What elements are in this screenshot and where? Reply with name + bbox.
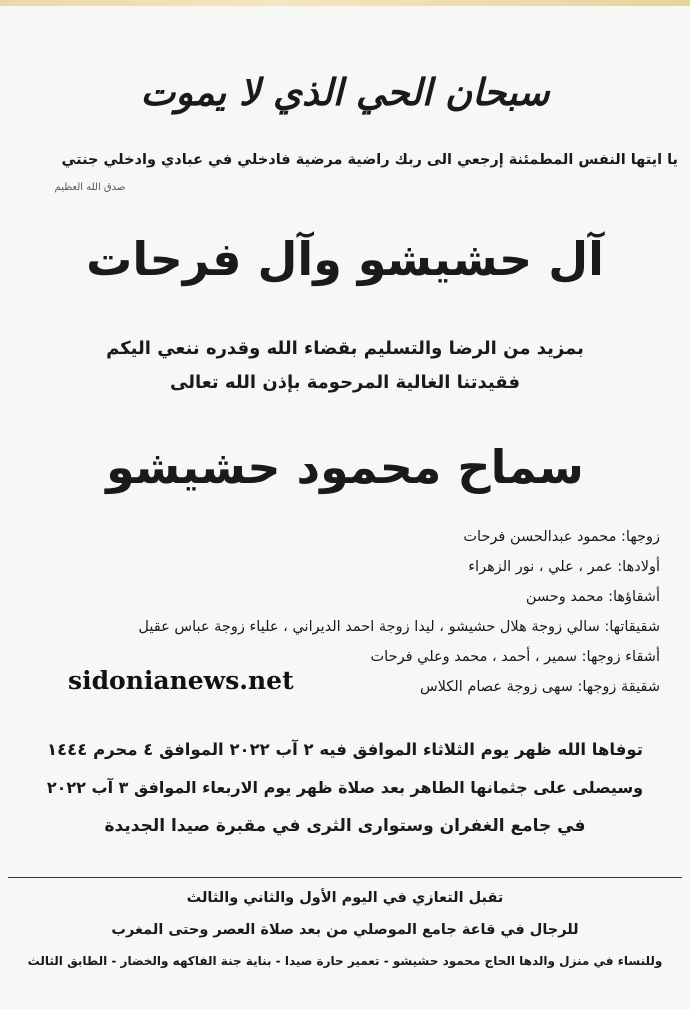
death-date-line: توفاها الله ظهر يوم الثلاثاء الموافق فيه ٢ آب ٢٠٢٢ الموافق ٤ محرم ١٤٤٤ [47, 740, 643, 759]
burial-line: في جامع الغفران وستوارى الثرى في مقبرة صيدا الجديدة [104, 816, 586, 836]
family-names: آل حشيشو وآل فرحات [86, 232, 604, 286]
funeral-prayer-line: وسيصلى على جثمانها الطاهر بعد صلاة ظهر يوم الاربعاء الموافق ٣ آب ٢٠٢٢ [46, 778, 644, 797]
intro-line-1: بمزيد من الرضا والتسليم بقضاء الله وقدره ننعي اليكم [106, 338, 584, 359]
relative-sisters: شقيقاتها: سالي زوجة هلال حشيشو ، ليدا زوجة احمد الديراني ، علياء زوجة عباس عقيل [138, 619, 660, 635]
condolence-men: للرجال في قاعة جامع الموصلي من بعد صلاة العصر وحتى المغرب [111, 922, 579, 938]
condolence-days: تقبل التعازي في اليوم الأول والثاني والثالث [186, 890, 504, 906]
verse-attribution: صدق الله العظيم [54, 182, 126, 193]
relative-children: أولادها: عمر ، علي ، نور الزهراء [468, 559, 660, 575]
section-divider [8, 877, 682, 878]
quran-verse: يا ايتها النفس المطمئنة إرجعي الى ربك راضية مرضية فادخلي في عبادي وادخلي جنتي [61, 152, 678, 168]
intro-line-2: فقيدتنا الغالية المرحومة بإذن الله تعالى [169, 372, 521, 393]
calligraphy-heading: سبحان الحي الذي لا يموت [140, 70, 550, 114]
site-watermark: sidonianews.net [68, 666, 294, 695]
condolence-women: وللنساء في منزل والدها الحاج محمود حشيشو - تعمير حارة صيدا - بناية جنة الفاكهه والخضار - الطابق الثالث [27, 954, 663, 968]
relative-husband-sister: شقيقة زوجها: سهى زوجة عصام الكلاس [419, 679, 660, 695]
relative-brothers: أشقاؤها: محمد وحسن [525, 589, 660, 605]
deceased-name: سماح محمود حشيشو [106, 440, 584, 494]
relative-husband: زوجها: محمود عبدالحسن فرحات [463, 529, 660, 545]
relative-husband-brothers: أشقاء زوجها: سمير ، أحمد ، محمد وعلي فرحات [370, 649, 660, 665]
